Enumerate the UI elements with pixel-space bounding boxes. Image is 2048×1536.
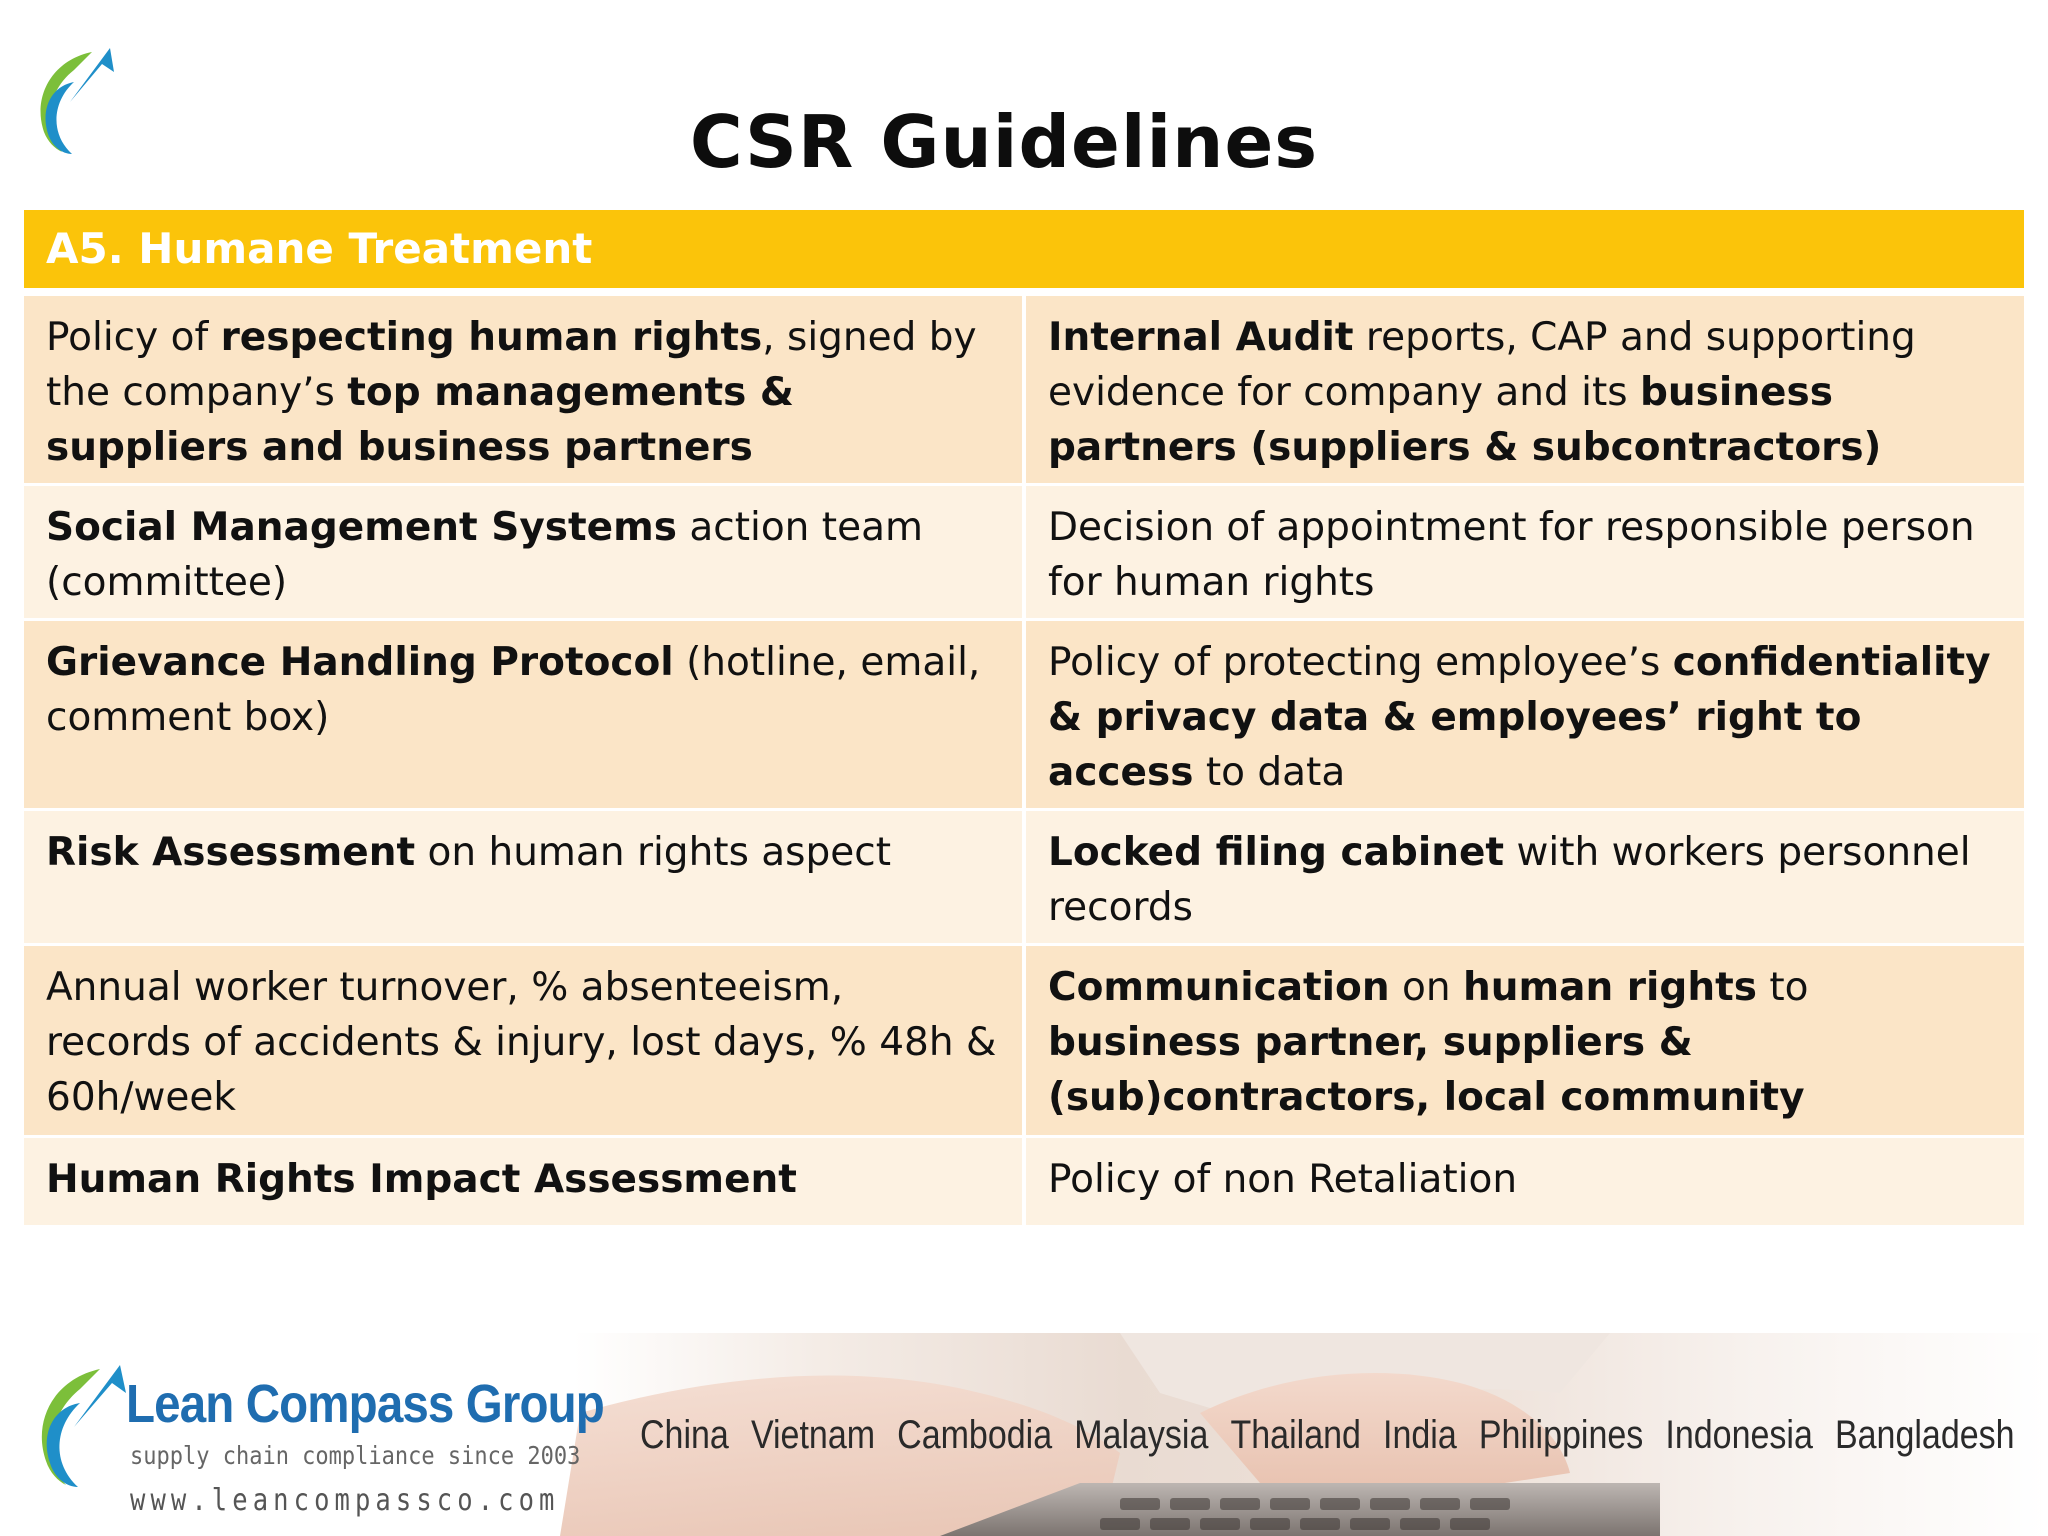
bold-text: human rights	[1462, 965, 1757, 1010]
bold-text: top managements & suppliers and business partners	[46, 370, 794, 470]
section-header: A5. Humane Treatment	[24, 210, 2024, 288]
footer-banner	[0, 1333, 2048, 1536]
text: Annual worker turnover, % absenteeism, records of accidents & injury, lost days, % 48h & 60h/week	[46, 965, 997, 1120]
country-item: China	[640, 1413, 729, 1457]
country-item: Vietnam	[750, 1413, 876, 1457]
country-list	[640, 1413, 2015, 1458]
text: on	[1389, 965, 1463, 1010]
bold-text: business partners (suppliers & subcontractors)	[1048, 370, 1882, 470]
text: Decision of appointment for responsible person for human rights	[1048, 505, 1975, 605]
text: Policy of protecting employee’s	[1048, 640, 1673, 685]
requirement-cell	[24, 296, 1026, 483]
country-item: Thailand	[1230, 1413, 1361, 1457]
requirement-cell	[24, 811, 1026, 943]
guidelines-table	[24, 210, 2024, 1228]
evidence-cell	[1026, 621, 2024, 808]
country-item: Indonesia	[1665, 1413, 1813, 1457]
brand-name: Lean Compass Group	[126, 1374, 604, 1434]
bold-text: business partner, suppliers & (sub)contractors, local community	[1048, 1020, 1805, 1120]
bold-text: respecting human rights	[220, 315, 763, 360]
bold-text: Grievance Handling Protocol	[46, 640, 674, 685]
table-row	[24, 486, 2024, 621]
table-row	[24, 296, 2024, 486]
bold-text: Internal Audit	[1048, 315, 1354, 360]
text: to	[1756, 965, 1809, 1010]
table-row	[24, 621, 2024, 811]
evidence-cell	[1026, 296, 2024, 483]
table-row	[24, 811, 2024, 946]
text: to data	[1193, 750, 1346, 795]
requirement-cell	[24, 621, 1026, 808]
brand-tagline: supply chain compliance since 2003	[130, 1441, 581, 1470]
evidence-cell	[1026, 1138, 2024, 1225]
text: (hotline, email, comment box)	[46, 640, 981, 740]
evidence-cell	[1026, 486, 2024, 618]
text: with workers personnel records	[1048, 830, 1971, 930]
country-item: Cambodia	[897, 1413, 1053, 1457]
text: Policy of	[46, 315, 221, 360]
text: , signed by the company’s	[46, 315, 977, 415]
bold-text: Communication	[1048, 965, 1390, 1010]
text: reports, CAP and supporting evidence for company and its	[1048, 315, 1916, 415]
text: on human rights aspect	[415, 830, 891, 875]
bold-text: Risk Assessment	[46, 830, 416, 875]
bold-text: Social Management Systems	[46, 505, 677, 550]
brand-website: www.leancompassco.com	[130, 1483, 560, 1518]
country-item: India	[1383, 1413, 1457, 1457]
bold-text: Human Rights Impact Assessment	[46, 1157, 797, 1202]
requirement-cell	[24, 1138, 1026, 1225]
page-title: CSR Guidelines	[689, 100, 1319, 184]
country-item: Bangladesh	[1834, 1413, 2015, 1457]
bold-text: confidentiality & privacy data & employees’ right to access	[1048, 640, 1991, 795]
country-item: Malaysia	[1074, 1413, 1209, 1457]
bold-text: Locked filing cabinet	[1048, 830, 1505, 875]
country-item: Philippines	[1478, 1413, 1644, 1457]
text: action team (committee)	[46, 505, 923, 605]
table-row	[24, 1138, 2024, 1228]
evidence-cell	[1026, 946, 2024, 1135]
text: Policy of non Retaliation	[1048, 1157, 1518, 1202]
evidence-cell	[1026, 811, 2024, 943]
table-body	[24, 296, 2024, 1228]
requirement-cell	[24, 946, 1026, 1135]
table-row	[24, 946, 2024, 1138]
compass-logo-icon	[20, 1357, 130, 1497]
requirement-cell	[24, 486, 1026, 618]
